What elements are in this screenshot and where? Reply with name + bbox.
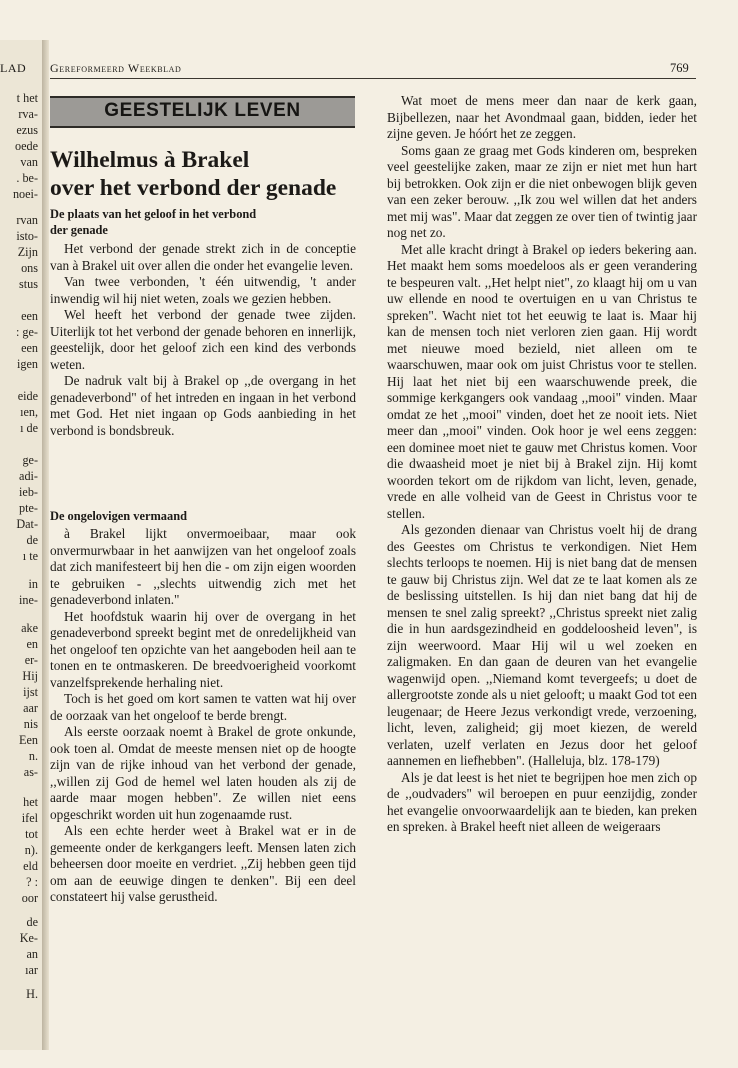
facing-page-gutter xyxy=(0,40,42,1050)
section-banner-title: GEESTELIJK LEVEN xyxy=(104,100,301,121)
gutter-text-fragment: rvan xyxy=(16,213,38,227)
paragraph: Het hoofdstuk waarin hij over de overgang in het genadeverbond spreekt begint met de onredelijkheid van het ongeloof ten opzichte van het aangeboden heil aan te tonen en te ontmaskeren. De breedvoerigheid voorkomt vanzelfsprekende herhaling niet. xyxy=(50,608,356,690)
gutter-text-fragment: ons xyxy=(21,261,38,275)
gutter-text-fragment: ijst xyxy=(23,685,38,699)
gutter-text-fragment: ı de xyxy=(20,421,38,435)
gutter-text-fragment: de xyxy=(26,533,38,547)
gutter-text-fragment: oede xyxy=(14,139,38,153)
gutter-text-fragment: nis xyxy=(23,717,38,731)
paragraph: Als gezonden dienaar van Christus voelt hij de drang des Geestes om Christus te verkondigen. Niet Hem slechts terloops te noemen. Hij is niet bang dat de mensen te gauw bij Christus zijn. Wel dat ze te laat komen als ze de beslissing uitstellen. Is hij dan niet bang dat hij de mensen te snel zalig spreekt? ,,Christus spreekt niet zalig die in hun aardsgezindheid en goddeloosheid leven", is zijn weerwoord. Maar Hij wil u wel zoeken en zaligmaken. En dan gaan de deuren van het evangelie wagenwijd open. ,,Niemand komt tevergeefs; u doet de allergrootste zonde als u niet gelooft; u maakt God tot een leugenaar; de Heere Jezus verkondigt vrede, verzoening, licht, leven, zaligheid; gij moet kiezen, de wereld verlaten, uzelf verlaten en Jezus door het geloof aannemen en liefhebben". (Halleluja, blz. 178-179) xyxy=(387,522,697,768)
page-number: 769 xyxy=(670,61,689,75)
gutter-text-fragment: as- xyxy=(23,765,38,779)
paragraph: Soms gaan ze graag met Gods kinderen om, bespreken veel geestelijke zaken, maar ze zijn er niet met hun hart bij betrokken. Ook zijn er die niet onbewogen blijk geven van een zeker berouw. ,,Ik zou wel willen dat het anders met mij was". Maar dat zeggen ze over tien of twintig jaar nog net zo. xyxy=(387,142,697,240)
subheading-unbelievers-admonished: De ongelovigen vermaand xyxy=(50,509,187,523)
gutter-text-fragment: rva- xyxy=(18,107,38,121)
gutter-text-fragment: ıen, xyxy=(20,405,38,419)
gutter-text-fragment: H. xyxy=(26,987,38,1001)
gutter-text-fragment: ? : xyxy=(26,875,38,889)
page-spine-shadow xyxy=(42,40,49,1050)
paragraph: Het verbond der genade strekt zich in de conceptie van à Brakel uit over allen die onder het evangelie leven. xyxy=(50,241,356,273)
gutter-text-fragment: het xyxy=(23,795,38,809)
gutter-text-fragment: ine- xyxy=(19,593,38,607)
right-column xyxy=(387,93,697,836)
gutter-text-fragment: Hij xyxy=(22,669,38,683)
gutter-text-fragment: Dat- xyxy=(16,517,38,531)
article-title xyxy=(50,146,360,202)
paragraph: Wat moet de mens meer dan naar de kerk gaan, Bijbellezen, naar het Avondmaal gaan, bidden, ieder het zijne geven. Je hóórt het ze zeggen. xyxy=(387,93,697,141)
gutter-text-fragment: een xyxy=(21,309,38,323)
gutter-text-fragment: ezus xyxy=(16,123,38,137)
running-header: Gereformeerd Weekblad xyxy=(50,61,182,75)
facing-page-header-fragment: LAD xyxy=(0,61,27,75)
paragraph: Van twee verbonden, 't één uitwendig, 't ander inwendig wil hij niet weten, zoals we gezien hebben. xyxy=(50,274,356,306)
gutter-text-fragment: de xyxy=(26,915,38,929)
gutter-text-fragment: adi- xyxy=(19,469,38,483)
gutter-text-fragment: eld xyxy=(23,859,38,873)
header-rule xyxy=(50,78,696,79)
gutter-text-fragment: noei- xyxy=(12,187,38,201)
gutter-text-fragment: van xyxy=(20,155,38,169)
paragraph: Met alle kracht dringt à Brakel op ieders bekering aan. Het maakt hem soms moedeloos als er geen verandering te bespeuren valt. ,,Het helpt niet", zo klaagt hij om u van uw ellende en nood te overtuigen en u van Christus te spreken". Wacht niet tot het eeuwig te laat is. Maar hij kan de mensen toch niet verloren zien gaan. Hij wordt met nieuwe moed bezield, niet alleen om te waarschuwen, maar ook om juist Christus voor te stellen. Hij laat het niet bij een waarschuwende preek, die sommige kerkgangers ook vandaag ,,mooi" vinden. Maar omdat ze het ,,mooi" vinden, doet het ze nooit iets. Niet meer dan ,,mooi" vinden. Ook hoor je wel eens zeggen: een dominee moet niet te gauw met Christus komen. Voor die dwaasheid moet je niet bij à Brakel zijn. Hij komt woorden tekort om de rijkdom van licht, leven, genade, vrede en alle volheid van de Geest in Christus voor te stellen. xyxy=(387,241,697,521)
gutter-text-fragment: en xyxy=(26,637,38,651)
gutter-text-fragment: ake xyxy=(21,621,38,635)
paragraph: Als eerste oorzaak noemt à Brakel de grote onkunde, ook toen al. Omdat de meeste mensen niet op de hoogte zijn van de rijke inhoud van het verbond der genade, ,,willen zij God de hemel wel laten houden als zij de aarde maar mogen hebben". Ze willen niet eens opgeschrikt worden uit hun zogenaamde rust. xyxy=(50,724,356,822)
paragraph: De nadruk valt bij à Brakel op ,,de overgang in het genadeverbond" of het intreden en ingaan in het verbond met God. Het niet ingaan op Gods aanbieding in het verbond is bondsbreuk. xyxy=(50,373,356,438)
gutter-text-fragment: igen xyxy=(17,357,38,371)
gutter-text-fragment: in xyxy=(28,577,38,591)
gutter-text-fragment: n. xyxy=(28,749,38,763)
gutter-text-fragment: Zijn xyxy=(17,245,38,259)
gutter-text-fragment: ieb- xyxy=(19,485,38,499)
gutter-text-fragment: ıar xyxy=(25,963,38,977)
paragraph: Toch is het goed om kort samen te vatten wat hij over de oorzaak van het ongeloof te berde brengt. xyxy=(50,691,356,723)
gutter-text-fragment: oor xyxy=(21,891,38,905)
paragraph: à Brakel lijkt onvermoeibaar, maar ook onvermurwbaar in het aanwijzen van het ongeloof zoals dat zich manifesteert bij hen die - om zijn eigen woorden te gebruiken - ,,slechts uitwendig zich met het genadeverbond inlaten." xyxy=(50,526,356,607)
gutter-text-fragment: aar xyxy=(23,701,38,715)
gutter-text-fragment: . be- xyxy=(16,171,38,185)
gutter-text-fragment: stus xyxy=(19,277,38,291)
gutter-text-fragment: tot xyxy=(25,827,38,841)
paragraph: Wel heeft het verbond der genade twee zijden. Uiterlijk tot het verbond der genade behoren en innerlijk, geestelijk, door het geloof zich een kind des verbonds weten. xyxy=(50,307,356,372)
gutter-text-fragment: ı te xyxy=(22,549,38,563)
subheading-line-1: De plaats van het geloof in het verbond xyxy=(50,207,257,221)
article-title-line-2: over het verbond der genade xyxy=(50,175,337,201)
subheading-line-2: der genade xyxy=(50,223,108,237)
gutter-text-fragment: Een xyxy=(19,733,38,747)
gutter-text-fragment: er- xyxy=(24,653,38,667)
gutter-text-fragment: : ge- xyxy=(16,325,38,339)
gutter-text-fragment: t het xyxy=(16,91,38,105)
gutter-text-fragment: pte- xyxy=(19,501,38,515)
gutter-text-fragment: Ke- xyxy=(19,931,38,945)
left-column-part-2 xyxy=(50,526,356,906)
article-title-line-1: Wilhelmus à Brakel xyxy=(50,147,250,173)
gutter-text-fragment: isto- xyxy=(16,229,38,243)
paragraph: Als je dat leest is het niet te begrijpen hoe men zich op de ,,oudvaders" wil beroepen en puur eenzijdig, zonder het evangelie onvoorwaardelijk aan te bieden, kan preken en spreken. à Brakel heeft niet alleen de weigeraars xyxy=(387,769,697,834)
section-banner xyxy=(50,96,355,128)
paragraph: Als een echte herder weet à Brakel wat er in de gemeente onder de kerkgangers leeft. Mensen laten zich beheersen door moeite en verdriet. ,,Zij hebben geen tijd om aan de eeuwige dingen te denken". Bij een deel constateert hij valse gerustheid. xyxy=(50,823,356,904)
left-column-part-1 xyxy=(50,241,356,439)
gutter-text-fragment: n). xyxy=(24,843,38,857)
subheading-place-of-faith xyxy=(50,206,360,238)
gutter-text-fragment: an xyxy=(26,947,38,961)
gutter-text-fragment: ifel xyxy=(21,811,38,825)
gutter-text-fragment: ge- xyxy=(22,453,38,467)
gutter-text-fragment: een xyxy=(21,341,38,355)
gutter-text-fragment: eide xyxy=(17,389,38,403)
